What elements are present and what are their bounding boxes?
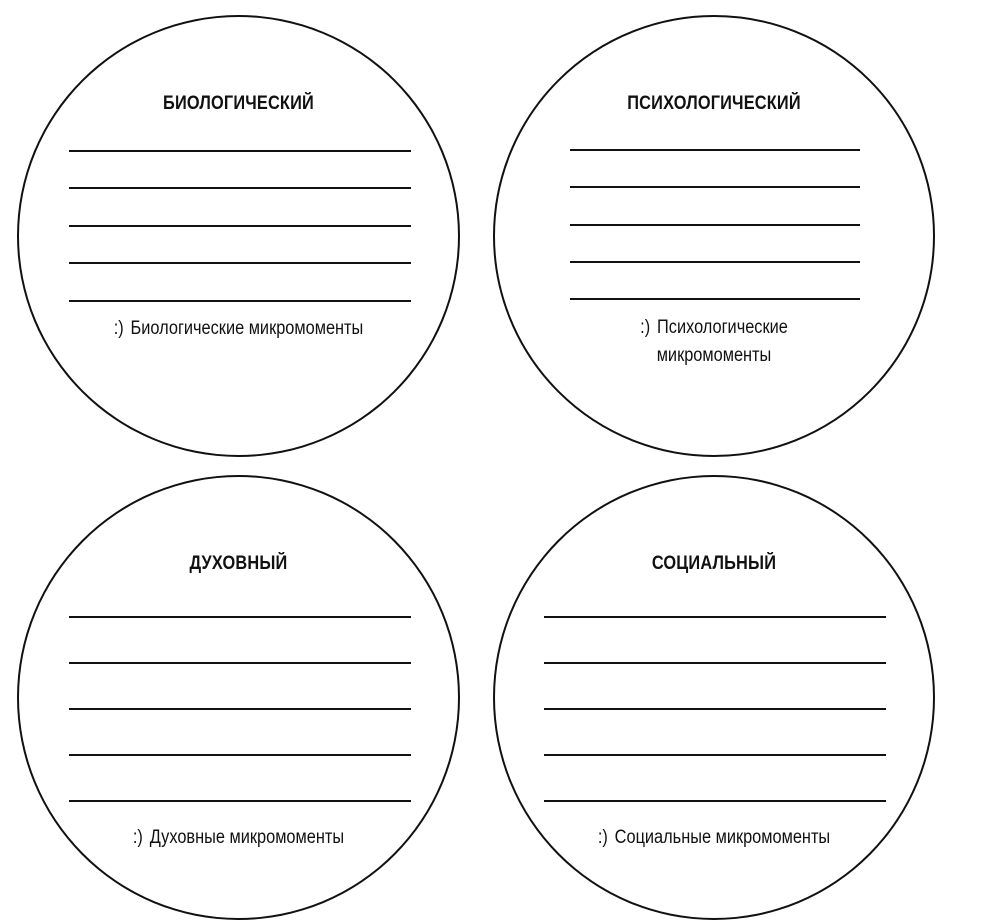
blank-line[interactable]: [544, 754, 886, 756]
blank-line[interactable]: [69, 187, 411, 189]
blank-line[interactable]: [570, 149, 860, 151]
blank-line[interactable]: [69, 800, 411, 802]
caption: [50, 824, 428, 852]
circle-social: [493, 475, 935, 920]
circle-title: СОЦИАЛЬНЫЙ: [651, 553, 777, 574]
caption-text: Биологические микромоменты: [130, 318, 364, 339]
caption: [526, 824, 903, 852]
smile-emoticon: :): [113, 318, 124, 339]
circle-title: БИОЛОГИЧЕСКИЙ: [163, 93, 314, 114]
blank-line[interactable]: [570, 224, 860, 226]
blank-line[interactable]: [69, 616, 411, 618]
circle-title: ПСИХОЛОГИЧЕСКИЙ: [627, 93, 801, 114]
smile-emoticon: :): [640, 317, 651, 338]
caption-text: Духовные микромоменты: [149, 827, 345, 848]
circle-spiritual: [17, 475, 460, 920]
blank-line[interactable]: [69, 262, 411, 264]
circle-title: ДУХОВНЫЙ: [189, 553, 288, 574]
caption-text-line2: микромоменты: [656, 345, 772, 366]
caption-text: Социальные микромоменты: [614, 827, 831, 848]
caption: [50, 315, 428, 343]
blank-line[interactable]: [69, 150, 411, 152]
caption: [526, 314, 903, 370]
circle-psychological: [493, 15, 935, 457]
smile-emoticon: :): [597, 827, 608, 848]
caption-text: Психологические: [657, 317, 788, 338]
circle-biological: [17, 15, 460, 457]
blank-line[interactable]: [570, 261, 860, 263]
blank-line[interactable]: [544, 662, 886, 664]
blank-line[interactable]: [69, 754, 411, 756]
blank-line[interactable]: [69, 300, 411, 302]
blank-line[interactable]: [69, 225, 411, 227]
blank-line[interactable]: [544, 708, 886, 710]
blank-line[interactable]: [69, 708, 411, 710]
smile-emoticon: :): [132, 827, 143, 848]
blank-line[interactable]: [69, 662, 411, 664]
blank-line[interactable]: [570, 186, 860, 188]
blank-line[interactable]: [544, 616, 886, 618]
blank-line[interactable]: [570, 298, 860, 300]
blank-line[interactable]: [544, 800, 886, 802]
